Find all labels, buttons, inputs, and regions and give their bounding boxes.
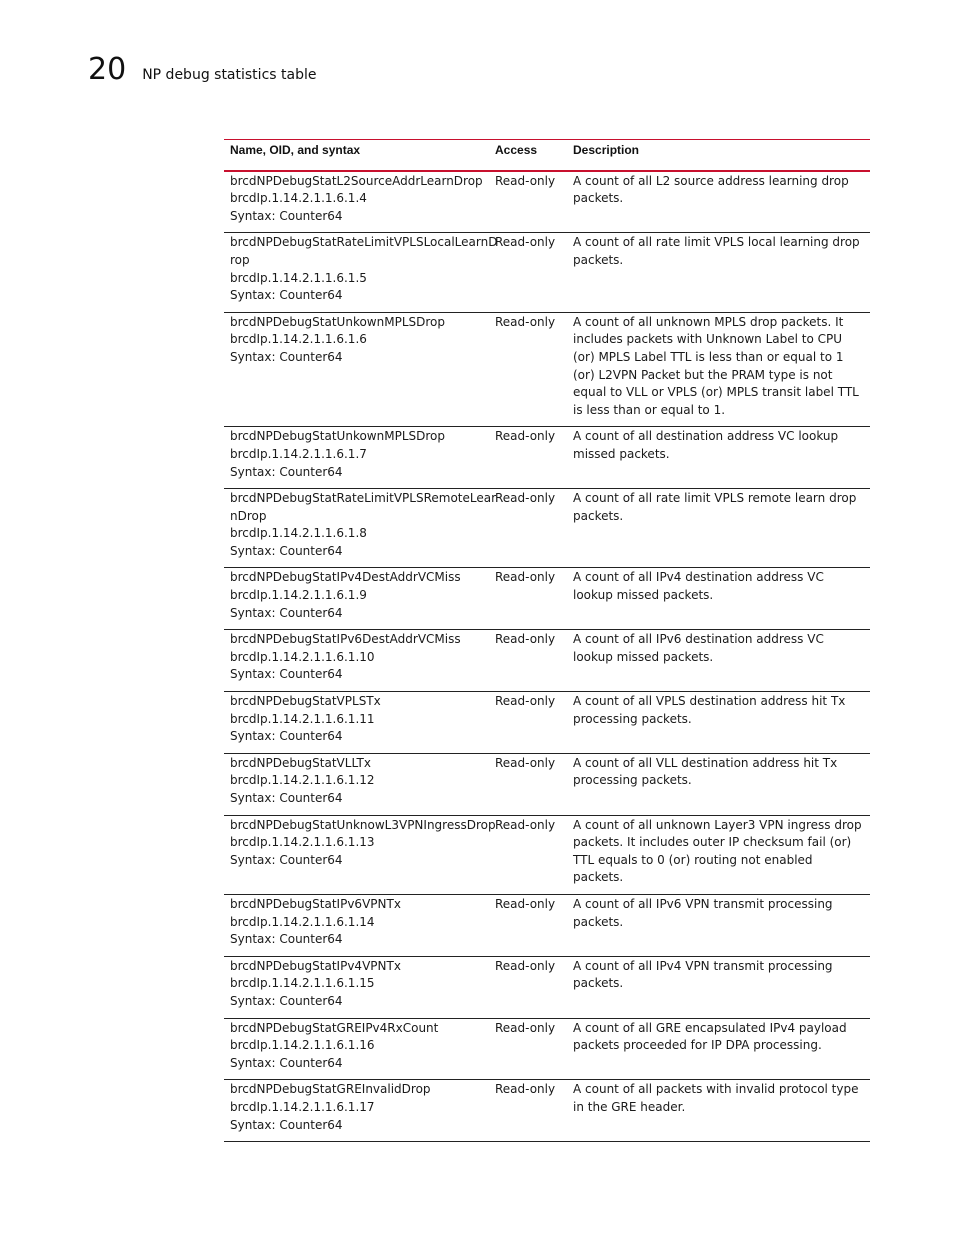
table-row <box>224 630 870 692</box>
name-oid-syntax-cell <box>224 1080 489 1142</box>
description-cell <box>567 171 870 233</box>
object-oid: brcdIp.1.14.2.1.1.6.1.4 <box>230 191 367 206</box>
description-cell <box>567 894 870 956</box>
description-text: A count of all IPv4 VPN transmit processing packets. <box>573 958 833 991</box>
description-text: A count of all destination address VC lookup missed packets. <box>573 429 839 461</box>
access-cell: Read-only <box>495 632 556 647</box>
name-oid-syntax-cell <box>224 815 496 894</box>
access-cell: Read-only <box>495 570 556 585</box>
object-name: brcdNPDebugStatGREInvalidDrop <box>230 1082 431 1097</box>
access-cell: Read-only <box>495 173 556 188</box>
description-cell <box>567 568 870 630</box>
description-text: A count of all IPv6 destination address VC lookup missed packets. <box>573 632 824 664</box>
name-oid-syntax-cell <box>224 171 489 233</box>
description-cell <box>567 489 870 568</box>
column-header-access: Access <box>495 143 538 157</box>
description-cell <box>567 312 870 427</box>
object-name: brcdNPDebugStatIPv4VPNTx <box>230 958 401 973</box>
object-oid: brcdIp.1.14.2.1.1.6.1.13 <box>230 835 375 850</box>
access-cell: Read-only <box>495 314 556 329</box>
object-name: brcdNPDebugStatGREIPv4RxCount <box>230 1020 439 1035</box>
description-text: A count of all IPv6 VPN transmit processing packets. <box>573 896 833 929</box>
description-text: A count of all rate limit VPLS remote learn drop packets. <box>573 491 857 523</box>
object-syntax: Syntax: Counter64 <box>230 791 343 805</box>
table-row <box>224 312 870 427</box>
object-syntax: Syntax: Counter64 <box>230 993 343 1008</box>
table-row <box>224 692 870 754</box>
table-row <box>224 568 870 630</box>
object-name: rop <box>230 252 250 267</box>
table-row <box>224 753 870 815</box>
object-oid: brcdIp.1.14.2.1.1.6.1.6 <box>230 332 367 347</box>
column-header-name: Name, OID, and syntax <box>230 143 361 157</box>
description-cell <box>567 630 870 692</box>
object-oid: brcdIp.1.14.2.1.1.6.1.12 <box>230 773 375 788</box>
object-name: brcdNPDebugStatIPv4DestAddrVCMiss <box>230 570 461 585</box>
object-name: brcdNPDebugStatVLLTx <box>230 755 371 770</box>
column-header-description: Description <box>573 143 640 157</box>
description-cell <box>567 815 870 894</box>
access-cell: Read-only <box>495 491 556 506</box>
description-text: A count of all L2 source address learning drop packets. <box>573 173 849 206</box>
table-row <box>224 427 870 489</box>
name-oid-syntax-cell <box>224 489 497 568</box>
table-body <box>224 171 870 1142</box>
description-cell <box>567 233 870 312</box>
description-text: A count of all rate limit VPLS local learning drop packets. <box>573 235 860 267</box>
table-row <box>224 233 870 312</box>
object-oid: brcdIp.1.14.2.1.1.6.1.14 <box>230 914 375 929</box>
object-syntax: Syntax: Counter64 <box>230 1055 343 1070</box>
access-cell: Read-only <box>495 694 556 709</box>
description-cell <box>567 1018 870 1080</box>
access-cell: Read-only <box>495 235 556 250</box>
object-oid: brcdIp.1.14.2.1.1.6.1.8 <box>230 526 367 541</box>
table-row <box>224 894 870 956</box>
access-cell: Read-only <box>495 1020 556 1035</box>
description-cell <box>567 1080 870 1142</box>
description-text: A count of all unknown Layer3 VPN ingress drop packets. It includes outer IP checksum fail (or) TTL equals to 0 (or) routing not enabled packets. <box>573 817 862 885</box>
name-oid-syntax-cell <box>224 956 489 1018</box>
name-oid-syntax-cell <box>224 568 489 630</box>
object-syntax: Syntax: Counter64 <box>230 852 343 867</box>
access-cell: Read-only <box>495 755 556 770</box>
object-name: brcdNPDebugStatUnknowL3VPNIngressDrop <box>230 817 496 832</box>
name-oid-syntax-cell <box>224 233 498 312</box>
object-syntax: Syntax: Counter64 <box>230 288 343 303</box>
access-cell: Read-only <box>495 958 556 973</box>
chapter-title: NP debug statistics table <box>142 67 317 83</box>
access-cell: Read-only <box>495 896 556 911</box>
access-cell: Read-only <box>495 429 556 444</box>
object-syntax: Syntax: Counter64 <box>230 208 343 223</box>
object-name: brcdNPDebugStatVPLSTx <box>230 694 381 709</box>
object-syntax: Syntax: Counter64 <box>230 729 343 744</box>
name-oid-syntax-cell <box>224 894 489 956</box>
description-text: A count of all VLL destination address hit Tx processing packets. <box>573 755 838 788</box>
description-text: A count of all unknown MPLS drop packets. It includes packets with Unknown Label to CPU (or) MPLS Label TTL is less than or equal to 1 (or) L2VPN Packet but the PRAM type is not equal to VLL or VPLS (or) MPLS transit label TTL is less than or equal to 1. <box>573 314 859 417</box>
table-row <box>224 1080 870 1142</box>
object-name: brcdNPDebugStatUnkownMPLSDrop <box>230 429 445 444</box>
object-oid: brcdIp.1.14.2.1.1.6.1.11 <box>230 711 375 726</box>
access-cell: Read-only <box>495 817 556 832</box>
name-oid-syntax-cell <box>224 630 489 692</box>
name-oid-syntax-cell <box>224 312 489 427</box>
page-header <box>88 52 316 87</box>
object-name: nDrop <box>230 508 267 523</box>
chapter-number: 20 <box>88 52 127 87</box>
name-oid-syntax-cell <box>224 692 489 754</box>
object-syntax: Syntax: Counter64 <box>230 349 343 364</box>
object-name: brcdNPDebugStatUnkownMPLSDrop <box>230 314 445 329</box>
object-syntax: Syntax: Counter64 <box>230 605 343 620</box>
description-text: A count of all IPv4 destination address VC lookup missed packets. <box>573 570 824 603</box>
object-name: brcdNPDebugStatIPv6VPNTx <box>230 896 401 911</box>
description-text: A count of all packets with invalid protocol type in the GRE header. <box>573 1082 859 1114</box>
object-syntax: Syntax: Counter64 <box>230 543 343 558</box>
object-syntax: Syntax: Counter64 <box>230 932 343 947</box>
name-oid-syntax-cell <box>224 753 489 815</box>
object-oid: brcdIp.1.14.2.1.1.6.1.7 <box>230 446 367 461</box>
object-oid: brcdIp.1.14.2.1.1.6.1.5 <box>230 270 367 285</box>
object-name: brcdNPDebugStatIPv6DestAddrVCMiss <box>230 632 461 647</box>
object-oid: brcdIp.1.14.2.1.1.6.1.9 <box>230 588 367 603</box>
description-cell <box>567 427 870 489</box>
name-oid-syntax-cell <box>224 1018 489 1080</box>
table-row <box>224 815 870 894</box>
object-syntax: Syntax: Counter64 <box>230 464 343 479</box>
name-oid-syntax-cell <box>224 427 489 489</box>
table-row <box>224 956 870 1018</box>
object-oid: brcdIp.1.14.2.1.1.6.1.17 <box>230 1099 375 1114</box>
object-name: brcdNPDebugStatRateLimitVPLSLocalLearnD <box>230 235 498 250</box>
description-cell <box>567 753 870 815</box>
mib-objects-table <box>224 139 870 1142</box>
object-syntax: Syntax: Counter64 <box>230 1117 343 1132</box>
description-text: A count of all VPLS destination address hit Tx processing packets. <box>573 694 846 726</box>
object-oid: brcdIp.1.14.2.1.1.6.1.10 <box>230 649 375 664</box>
object-oid: brcdIp.1.14.2.1.1.6.1.15 <box>230 976 375 991</box>
table-header-row <box>224 140 870 171</box>
object-oid: brcdIp.1.14.2.1.1.6.1.16 <box>230 1038 375 1053</box>
object-name: brcdNPDebugStatL2SourceAddrLearnDrop <box>230 173 483 188</box>
object-syntax: Syntax: Counter64 <box>230 667 343 682</box>
description-cell <box>567 956 870 1018</box>
description-text: A count of all GRE encapsulated IPv4 payload packets proceeded for IP DPA processing. <box>573 1020 847 1053</box>
table-row <box>224 1018 870 1080</box>
object-name: brcdNPDebugStatRateLimitVPLSRemoteLear <box>230 491 497 506</box>
table-row <box>224 489 870 568</box>
table-row <box>224 171 870 233</box>
access-cell: Read-only <box>495 1082 556 1097</box>
description-cell <box>567 692 870 754</box>
